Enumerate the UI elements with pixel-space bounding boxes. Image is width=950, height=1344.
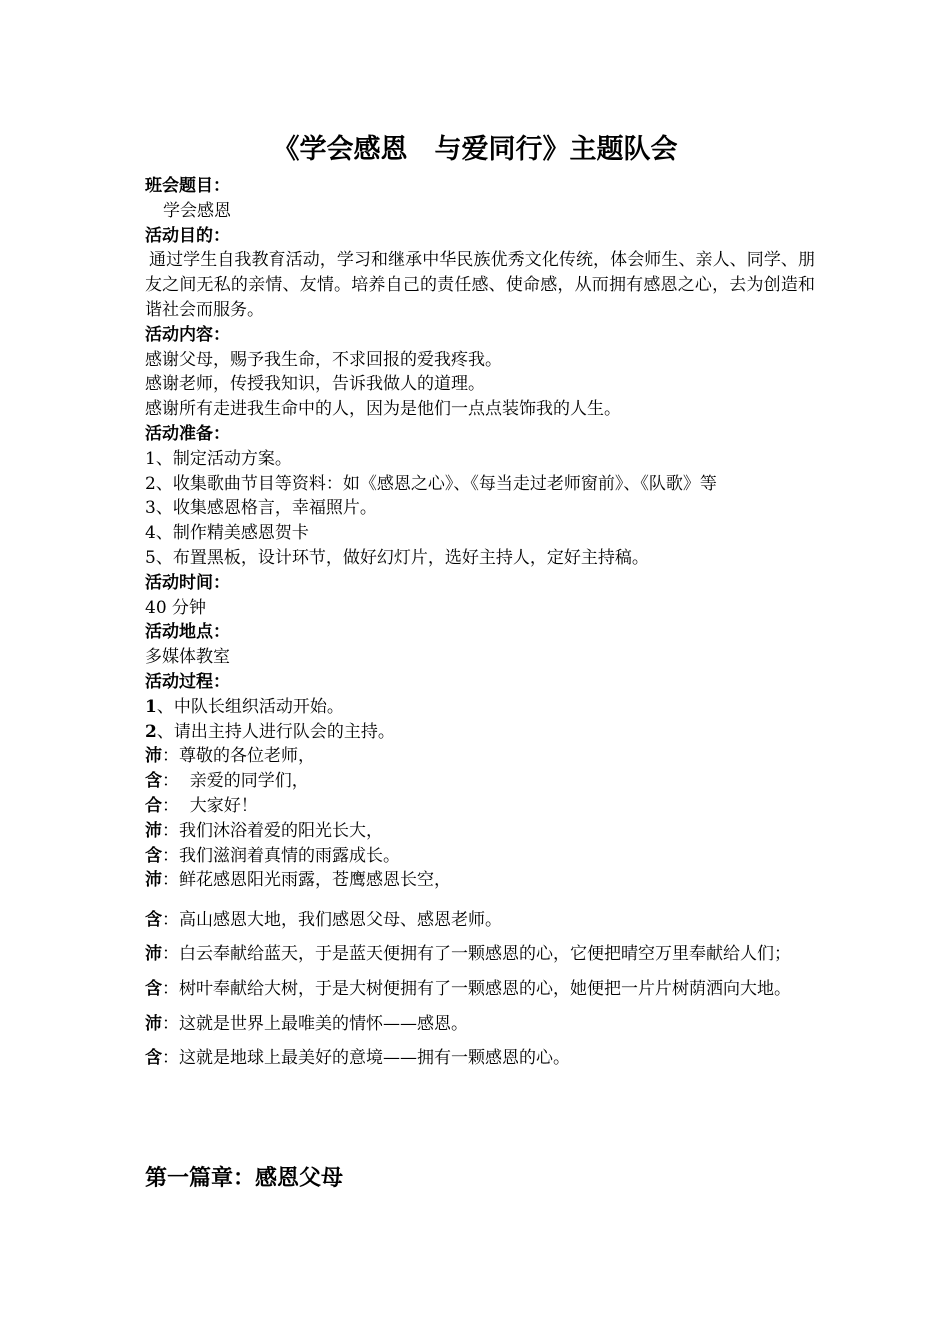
purpose-heading: 活动目的： [145,225,230,246]
prep-line: 3、收集感恩格言，幸福照片。 [145,498,377,519]
prep-line: 2、收集歌曲节目等资料：如《感恩之心》、《每当走过老师窗前》、《队歌》等 [145,473,717,494]
dialogue-text: ： 大家好！ [162,795,258,816]
dialogue-text: ：尊敬的各位老师， [162,746,315,767]
dialogue-line [145,903,815,937]
speaker-label: 沛 [145,1014,162,1035]
dialogue-line [145,937,815,972]
process-heading: 活动过程： [145,671,230,692]
prep-line: 5、布置黑板，设计环节，做好幻灯片，选好主持人，定好主持稿。 [145,547,649,568]
speaker-label: 含 [145,771,162,792]
time-heading: 活动时间： [145,572,230,593]
prep-line: 1、制定活动方案。 [145,448,292,469]
content-line: 感谢父母，赐予我生命，不求回报的爱我疼我。 [145,349,502,370]
content-heading: 活动内容： [145,324,230,345]
speaker-label: 沛 [145,820,162,841]
topic-text: 学会感恩 [163,200,231,221]
dialogue-text: ：高山感恩大地，我们感恩父母、感恩老师。 [162,910,502,931]
dialogue-text: ： 亲爱的同学们， [162,771,309,792]
speaker-label: 合 [145,795,162,816]
dialogue-text: ：树叶奉献给大树，于是大树便拥有了一颗感恩的心，她便把一片片树荫洒向大地。 [162,979,791,1000]
dialogue-line [145,819,815,844]
dialogue-line [145,1007,815,1041]
place-text: 多媒体教室 [145,647,230,668]
step-text: 、中队长组织活动开始。 [156,696,344,717]
time-text: 40 分钟 [145,597,207,618]
dialogue-line [145,844,815,869]
prep-heading: 活动准备： [145,423,230,444]
speaker-label: 含 [145,1048,162,1069]
step-number: 2 [145,721,157,742]
purpose-text: 通过学生自我教育活动，学习和继承中华民族优秀文化传统，体会师生、亲人、同学、朋友之间无私的亲情、友情。培养自己的责任感、使命感，从而拥有感恩之心，去为创造和谐社会而服务。 [145,250,815,320]
dialogue-line [145,972,815,1007]
dialogue-line [145,744,815,769]
content-line: 感谢老师，传授我知识，告诉我做人的道理。 [145,374,485,395]
place-heading: 活动地点： [145,622,230,643]
document-body [145,174,815,1075]
process-step [145,695,815,720]
process-step [145,720,815,745]
dialogue-text: ：这就是世界上最唯美的情怀——感恩。 [162,1014,468,1035]
content-line: 感谢所有走进我生命中的人，因为是他们一点点装饰我的人生。 [145,399,621,420]
document-title: 《学会感恩 与爱同行》主题队会 [272,134,678,165]
dialogue-text: ：白云奉献给蓝天，于是蓝天便拥有了一颗感恩的心，它便把晴空万里奉献给人们； [162,944,791,965]
dialogue-text: ：鲜花感恩阳光雨露，苍鹰感恩长空， [162,870,451,891]
chapter-heading: 第一篇章：感恩父母 [145,1165,344,1191]
dialogue-text: ：我们滋润着真情的雨露成长。 [162,845,400,866]
speaker-label: 沛 [145,944,162,965]
dialogue-line [145,1041,815,1075]
speaker-label: 含 [145,845,162,866]
speaker-label: 含 [145,910,162,931]
prep-line: 4、制作精美感恩贺卡 [145,523,309,544]
dialogue-line [145,769,815,794]
speaker-label: 沛 [145,870,162,891]
dialogue-text: ：我们沐浴着爱的阳光长大， [162,820,383,841]
step-text: 、请出主持人进行队会的主持。 [156,721,395,742]
topic-heading: 班会题目： [145,176,230,196]
speaker-label: 含 [145,979,162,1000]
dialogue-line [145,794,815,819]
speaker-label: 沛 [145,746,162,767]
step-number: 1 [145,696,157,717]
dialogue-text: ：这就是地球上最美好的意境——拥有一颗感恩的心。 [162,1048,570,1069]
dialogue-line [145,868,815,893]
